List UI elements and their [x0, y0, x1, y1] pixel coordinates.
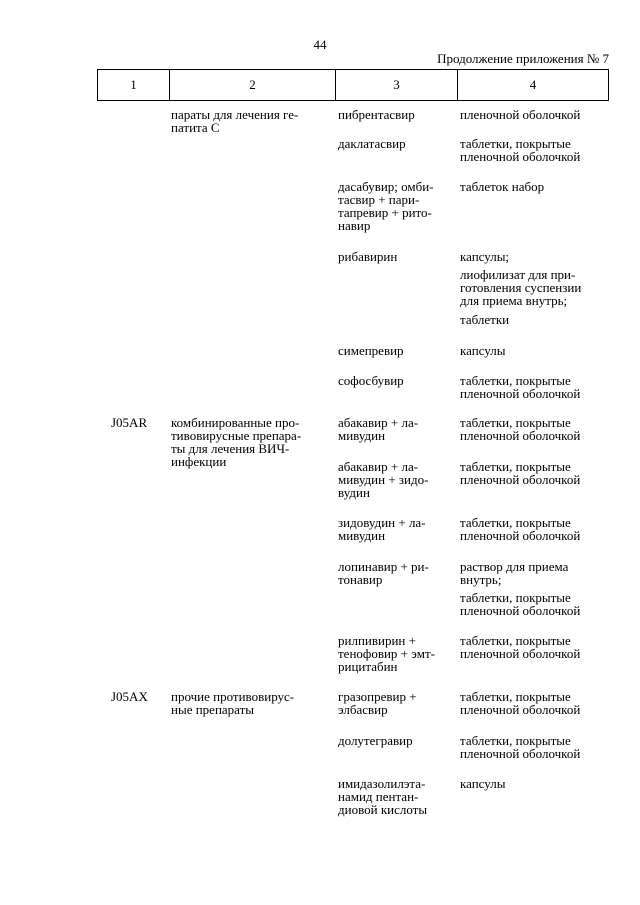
dosage-form: капсулы;	[460, 249, 510, 264]
dosage-form: капсулы	[460, 343, 506, 358]
substance: рилпивирин + тенофовир + эмт- рицитабин	[338, 633, 435, 674]
dosage-form: пленочной оболочкой	[460, 107, 581, 122]
substance: абакавир + ла- мивудин	[338, 415, 419, 443]
dosage-form: таблетки, покрытые пленочной оболочкой	[460, 136, 581, 164]
page-number: 44	[313, 37, 327, 52]
dosage-form: лиофилизат для при- готовления суспензии для приема внутрь;	[460, 267, 582, 308]
substance: имидазолилэта- намид пентан- диовой кислоты	[338, 776, 428, 817]
dosage-form: таблетки, покрытые пленочной оболочкой	[460, 633, 581, 661]
continuation-label: Продолжение приложения № 7	[437, 51, 609, 66]
dosage-form: таблетки	[460, 312, 510, 327]
substance: долутегравир	[338, 733, 413, 748]
substance: симепревир	[338, 343, 404, 358]
dosage-form: таблетки, покрытые пленочной оболочкой	[460, 459, 581, 487]
substance: софосбувир	[338, 373, 404, 388]
dosage-form: таблетки, покрытые пленочной оболочкой	[460, 515, 581, 543]
substance: пибрентасвир	[338, 107, 415, 122]
group-name: комбинированные про- тивовирусные препара- ты для лечения ВИЧ- инфекции	[171, 415, 302, 469]
dosage-form: таблетки, покрытые пленочной оболочкой	[460, 689, 581, 717]
substance: рибавирин	[338, 249, 398, 264]
header-cell-4: 4	[457, 70, 608, 100]
dosage-form: таблетки, покрытые пленочной оболочкой	[460, 415, 581, 443]
dosage-form: капсулы	[460, 776, 506, 791]
header-cell-1: 1	[130, 77, 137, 92]
dosage-form: таблетки, покрытые пленочной оболочкой	[460, 733, 581, 761]
substance: гразопревир + элбасвир	[338, 689, 417, 717]
group-name: параты для лечения ге- патита С	[171, 107, 299, 135]
dosage-form: таблетки, покрытые пленочной оболочкой	[460, 373, 581, 401]
atc-code: J05AR	[111, 415, 148, 430]
header-cell-3: 3	[335, 70, 457, 100]
group-name: прочие противовирус- ные препараты	[171, 689, 295, 717]
substance: даклатасвир	[338, 136, 406, 151]
substance: абакавир + ла- мивудин + зидо- вудин	[338, 459, 429, 500]
substance: зидовудин + ла- мивудин	[338, 515, 426, 543]
dosage-form: таблетки, покрытые пленочной оболочкой	[460, 590, 581, 618]
substance: дасабувир; омби- тасвир + пари- тапревир + рито- навир	[338, 179, 434, 233]
atc-code: J05AX	[111, 689, 148, 704]
header-cell-2: 2	[169, 70, 335, 100]
dosage-form: таблеток набор	[460, 179, 545, 194]
substance: лопинавир + ри- тонавир	[338, 559, 429, 587]
dosage-form: раствор для приема внутрь;	[460, 559, 569, 587]
